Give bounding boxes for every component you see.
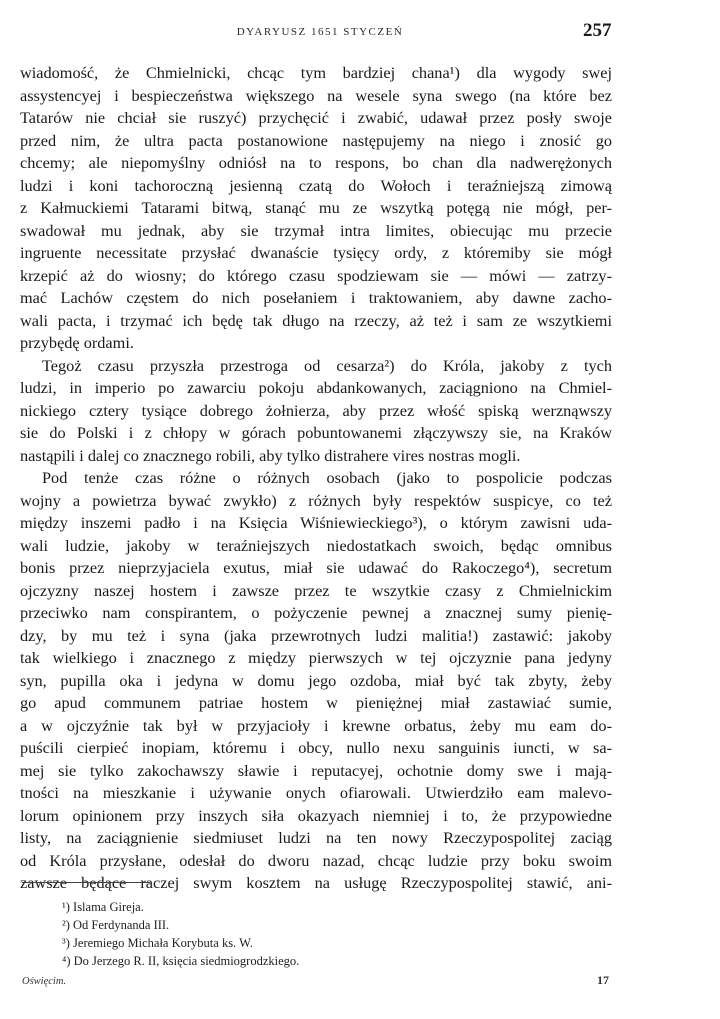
footnote: ³) Jeremiego Michała Korybuta ks. W. xyxy=(62,936,253,950)
footnote: ⁴) Do Jerzego R. II, księcia siedmiogrodzkiego. xyxy=(62,954,300,968)
text-line: chcemy; ale niepomyślny odniósł na to respons, bo chan dla nadwerężonych xyxy=(20,153,612,172)
paragraph-start-line: Tegoż czasu przyszła przestroga od cesarza²) do Króla, jakoby z tych xyxy=(42,355,612,375)
text-line: przed nim, że ultra pacta postanowione następujemy na niego i znosić go xyxy=(20,130,612,150)
text-line: tak wielkiego i znacznego z między pierwszych w tej ojczyznie pana jedyny xyxy=(20,648,612,667)
text-line: krzepić aż do wiosny; do którego czasu spodziewam sie — mówi — zatrzy- xyxy=(20,265,612,285)
text-line: z Kałmuckiemi Tatarami bitwą, stanąć mu ze wszytką potęgą nie mógł, per- xyxy=(20,198,612,217)
signature-mark-right: 17 xyxy=(597,973,609,987)
footnote: ¹) Islama Gireja. xyxy=(62,900,144,914)
text-line: go apud communem patriae hostem w pieniężnej miał zastawiać sumie, xyxy=(20,693,612,712)
footnotes xyxy=(62,898,562,970)
text-line: ingruente necessitate przysłać dwanaście tysięcy ordy, z któremiby sie mógł xyxy=(20,243,612,262)
text-line: ludzi i koni tachoroczną jesienną czatą do Wołoch i teraźniejszą zimową xyxy=(20,175,612,195)
text-line: tności na mieszkanie i używanie onych ofiarowali. Utwierdziło eam malevo- xyxy=(20,783,612,802)
text-line: mać Lachów częstem do nich posełaniem i traktowaniem, aby dawne zacho- xyxy=(20,288,612,307)
text-line: ludzi, in imperio po zawarciu pokoju abdankowanych, zaciągniono na Chmiel- xyxy=(20,378,612,397)
paragraph-start-line: Pod tenże czas różne o różnych osobach (jako to pospolicie podczas xyxy=(42,468,612,487)
text-line: assystencyej i bespieczeństwa większego na wesele syna swego (na które bez xyxy=(20,85,612,105)
text-line: Tatarów nie chciał sie ruszyć) przychęcić i zwabić, udawał przez posły swoje xyxy=(20,108,612,127)
text-line: wali ludzie, jakoby w teraźniejszych niedostatkach swoich, będąc omnibus xyxy=(20,535,612,555)
text-line: puścili cierpieć inopiam, któremu i obcy, nullo nexu sanguinis iuncti, w sa- xyxy=(20,738,612,757)
text-line: między inszemi padło i na Księcia Wiśniewieckiego³), o którym zawisni uda- xyxy=(20,513,612,532)
text-line: sie do Polski i z chłopy w górach pobuntowanemi złączywszy sie, na Kraków xyxy=(20,423,612,442)
text-line: swadował mu jednak, aby sie trzymał intra limites, obiecując mu przecie xyxy=(20,220,612,240)
text-line: przeciwko nam conspirantem, o pożyczenie pewnej a znacznej sumy pienię- xyxy=(20,603,612,622)
text-line: dzy, by mu też i syna (jaka przewrotnych ludzi malitia!) zastawić: jakoby xyxy=(20,625,612,645)
signature-mark-left: Oświęcim. xyxy=(22,976,67,987)
text-line: od Króla przysłane, odesłał do dworu nazad, chcąc ludzie przy boku swoim xyxy=(20,850,612,870)
text-line: syn, pupilla oka i jedyna w domu jego ozdoba, miał być tak zbyty, żeby xyxy=(20,670,612,690)
text-line: mej sie tylko zakochawszy sławie i reputacyej, ochotnie domy swe i mają- xyxy=(20,760,612,780)
text-line: listy, na zaciągnienie siedmiuset ludzi na ten nowy Rzeczypospolitej zaciąg xyxy=(20,828,612,847)
page-number: 257 xyxy=(583,20,612,41)
footnote: ²) Od Ferdynanda III. xyxy=(62,918,170,932)
running-head: DYARYUSZ 1651 STYCZEŃ xyxy=(236,26,404,38)
text-line: ojczyzny naszej hostem i zawsze przez te wszytkie czasy z Chmielnickim xyxy=(20,580,612,600)
footnote-divider xyxy=(22,882,150,883)
text-line: nickiego cztery tysiące dobrego żołnierza, aby przez włość spiską werznąwszy xyxy=(20,400,612,420)
text-line: a w ojczyźnie tak był w przyjacioły i krewne orbatus, żeby mu eam do- xyxy=(20,715,612,735)
text-line: lorum opinionem przy inszych siła okazyach niemniej i to, że przypowiedne xyxy=(20,805,612,825)
text-line: wali pacta, i trzymać ich będę tak długo na rzeczy, aż też i sam ze wszytkiemi xyxy=(20,310,612,330)
text-line: zawsze będące raczej swym kosztem na usługę Rzeczypospolitej stawić, ani- xyxy=(20,873,612,892)
text-line: wiadomość, że Chmielnicki, chcąc tym bardziej chana¹) dla wygody swej xyxy=(20,63,612,82)
text-line: wojny a powietrza bywać zwykło) z różnych były respektów suspicye, co też xyxy=(20,490,612,510)
body-text xyxy=(20,62,612,895)
text-line: bonis przez nieprzyjaciela exutus, miał sie udawać do Rakoczego⁴), secretum xyxy=(20,558,612,577)
paragraph-end-line: przybędę ordami. xyxy=(20,333,134,352)
paragraph-end-line: nastąpili i dalej co znacznego robili, aby tylko distrahere vires nostras mogli. xyxy=(20,445,521,465)
